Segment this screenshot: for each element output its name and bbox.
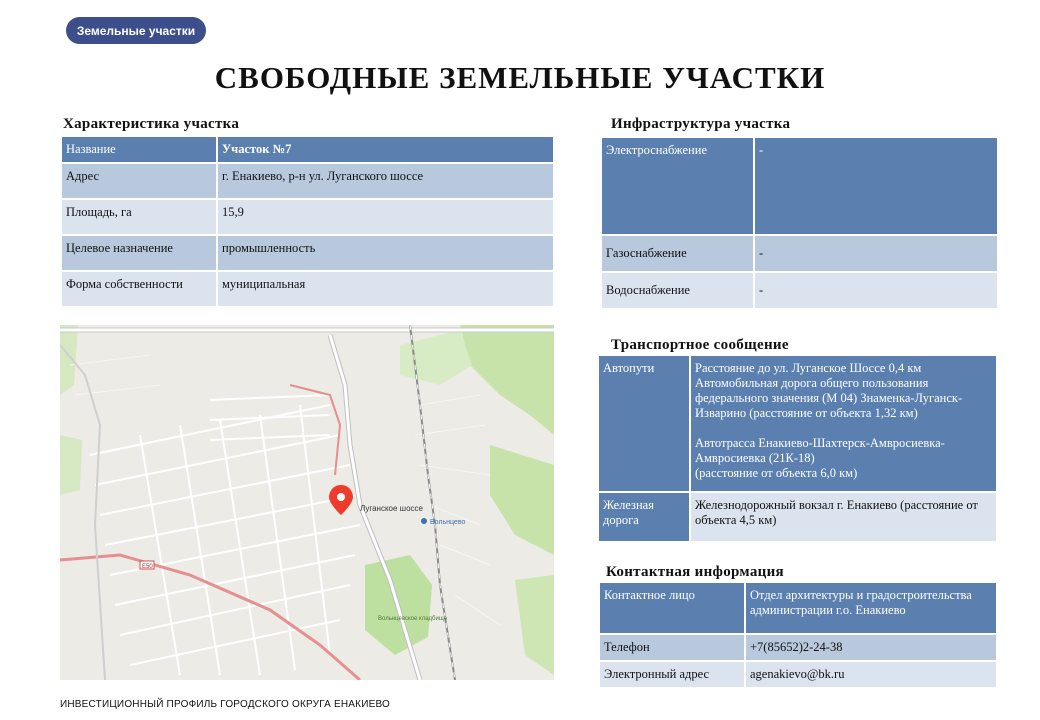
phone-value: +7(85652)2-24-38 bbox=[745, 634, 997, 661]
purpose-value: промышленность bbox=[217, 235, 554, 271]
table-row bbox=[599, 582, 997, 634]
table-row bbox=[598, 355, 997, 492]
infrastructure-table bbox=[600, 136, 999, 310]
location-map[interactable] bbox=[60, 325, 554, 680]
roads-line: (расстояние от объекта 6,0 км) bbox=[695, 466, 858, 480]
section-tag[interactable]: Земельные участки bbox=[66, 17, 206, 44]
row-label: Площадь, га bbox=[61, 199, 217, 235]
table-row bbox=[599, 634, 997, 661]
table-row bbox=[61, 136, 554, 163]
row-label: Название bbox=[61, 136, 217, 163]
page-title: СВОБОДНЫЕ ЗЕМЕЛЬНЫЕ УЧАСТКИ bbox=[214, 60, 826, 95]
station-icon bbox=[421, 518, 427, 524]
row-label: Водоснабжение bbox=[601, 272, 754, 309]
contacts-heading: Контактная информация bbox=[606, 564, 784, 580]
roads-line: Расстояние до ул. Луганское Шоссе 0,4 км bbox=[695, 361, 922, 375]
email-value[interactable]: agenakievo@bk.ru bbox=[745, 661, 997, 688]
area-value: 15,9 bbox=[217, 199, 554, 235]
contacts-table bbox=[598, 581, 998, 689]
railway-value: Железнодорожный вокзал г. Енакиево (расстояние от объекта 4,5 км) bbox=[690, 492, 997, 542]
table-row bbox=[601, 235, 998, 272]
row-label: Контактное лицо bbox=[599, 582, 745, 634]
marker-label: Луганское шоссе bbox=[360, 504, 423, 513]
characteristics-table bbox=[60, 135, 555, 308]
contact-person-value: Отдел архитектуры и градостроительства администрации г.о. Енакиево bbox=[745, 582, 997, 634]
table-row bbox=[599, 661, 997, 688]
table-row bbox=[61, 235, 554, 271]
transport-heading: Транспортное сообщение bbox=[611, 337, 789, 353]
row-label: Электронный адрес bbox=[599, 661, 745, 688]
transport-table bbox=[597, 354, 998, 543]
table-row bbox=[61, 199, 554, 235]
table-row bbox=[601, 137, 998, 235]
roads-line: Автотрасса Енакиево-Шахтерск-Амвросиевка-Амвросиевка (21К-18) bbox=[695, 436, 945, 465]
characteristics-heading: Характеристика участка bbox=[63, 116, 240, 132]
table-row bbox=[598, 492, 997, 542]
water-value: - bbox=[754, 272, 998, 309]
table-row bbox=[61, 163, 554, 199]
address-value: г. Енакиево, р-н ул. Луганского шоссе bbox=[217, 163, 554, 199]
row-label: Форма собственности bbox=[61, 271, 217, 307]
table-row bbox=[61, 271, 554, 307]
row-label: Железная дорога bbox=[598, 492, 690, 542]
row-label: Адрес bbox=[61, 163, 217, 199]
row-label: Электроснабжение bbox=[601, 137, 754, 235]
footer-text: ИНВЕСТИЦИОННЫЙ ПРОФИЛЬ ГОРОДСКОГО ОКРУГА ЕНАКИЕВО bbox=[60, 699, 390, 710]
park-area bbox=[60, 435, 82, 495]
map-drawing bbox=[60, 325, 554, 680]
electricity-value: - bbox=[754, 137, 998, 235]
roads-line: Автомобильная дорога общего пользования федерального значения (М 04) Знаменка-Луганск-Изварино (расстояние от объекта 1,32 км) bbox=[695, 376, 963, 420]
row-label: Автопути bbox=[598, 355, 690, 492]
infrastructure-heading: Инфраструктура участка bbox=[611, 116, 791, 132]
row-label: Газоснабжение bbox=[601, 235, 754, 272]
row-label: Целевое назначение bbox=[61, 235, 217, 271]
ownership-value: муниципальная bbox=[217, 271, 554, 307]
plot-name-value: Участок №7 bbox=[217, 136, 554, 163]
road-badge-label: Е50 bbox=[142, 564, 153, 570]
roads-value bbox=[690, 355, 997, 492]
cemetery-label: Вольнцевское кладбище bbox=[378, 616, 448, 622]
table-row bbox=[601, 272, 998, 309]
row-label: Телефон bbox=[599, 634, 745, 661]
gas-value: - bbox=[754, 235, 998, 272]
station-label: Вольнцево bbox=[430, 519, 466, 526]
